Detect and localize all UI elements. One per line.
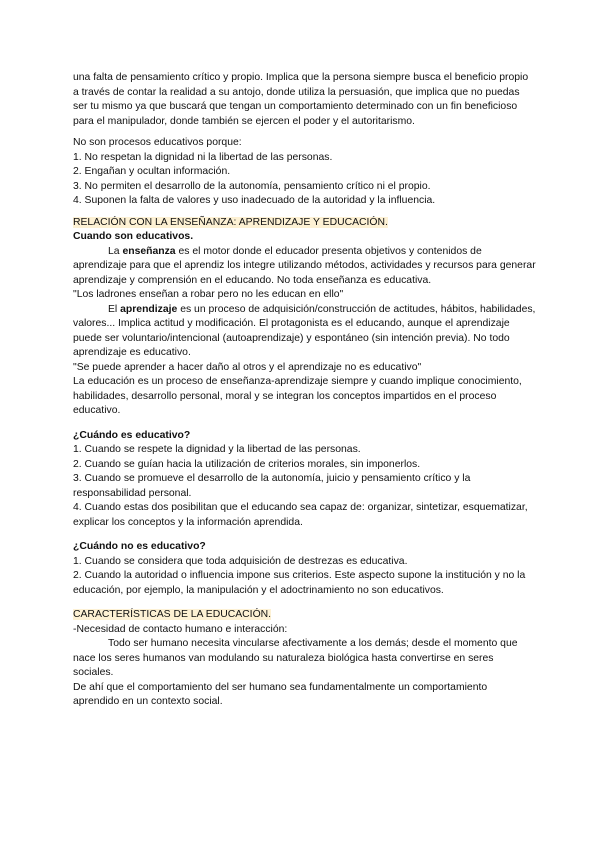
education-paragraph: La educación es un proceso de enseñanza-aprendizaje siempre y cuando implique conocimiento, habilidades, desarrollo personal, moral y se integran los conceptos impartidos en el proceso educativo.: [73, 376, 522, 416]
list-item: 3. No permiten el desarrollo de la autonomía, pensamiento crítico ni el propio.: [73, 180, 431, 192]
quote-aprender-dano: "Se puede aprender a hacer daño al otros y el aprendizaje no es educativo": [73, 361, 422, 373]
aprendizaje-term: aprendizaje: [120, 303, 178, 315]
characteristics-heading: CARACTERÍSTICAS DE LA EDUCACIÓN.: [73, 609, 272, 620]
characteristics-point: -Necesidad de contacto humano e interacción:: [73, 623, 288, 635]
characteristics-section: [73, 608, 536, 710]
relation-subheading: Cuando son educativos.: [73, 231, 194, 242]
list-item: 2. Cuando la autoridad o influencia impone sus criterios. Este aspecto supone la institución y no la educación, por ejemplo, la manipulación y el adoctrinamiento no son educativos.: [73, 570, 526, 596]
ensenanza-term: enseñanza: [122, 245, 176, 257]
aprendizaje-paragraph: El aprendizaje es un proceso de adquisición/construcción de actitudes, hábitos, habilidades, valores... Implica actitud y modificación. El protagonista es el educando, aunque el aprendizaje puede ser voluntario/intencional (autoaprendizaje) y espontáneo (sin intención previa). No todo aprendizaje es educativo.: [73, 303, 536, 358]
not-educational-lead: No son procesos educativos porque:: [73, 137, 242, 148]
relation-heading: RELACIÓN CON LA ENSEÑANZA: APRENDIZAJE Y EDUCACIÓN.: [73, 216, 388, 228]
list-item: 4. Suponen la falta de valores y uso inadecuado de la autoridad y la influencia.: [73, 195, 436, 206]
when-not-educational-heading: ¿Cuándo no es educativo?: [73, 541, 206, 552]
characteristics-paragraph-2: De ahí que el comportamiento del ser humano sea fundamentalmente un comportamiento aprendido en un contexto social.: [73, 681, 488, 707]
ensenanza-paragraph: La enseñanza es el motor donde el educador presenta objetivos y contenidos de aprendizaje para que el aprendiz los integre utilizando métodos, actividades y recursos para generar aprendizaje y comprensión en el educando. No toda enseñanza es educativa.: [73, 245, 536, 286]
list-item: 1. Cuando se considera que toda adquisición de destrezas es educativa.: [73, 555, 408, 567]
list-item: 3. Cuando se promueve el desarrollo de la autonomía, juicio y pensamiento crítico y la responsabilidad personal.: [73, 473, 471, 499]
when-educational-section: [73, 429, 536, 531]
list-item: 2. Engañan y ocultan información.: [73, 166, 231, 177]
characteristics-paragraph-1: Todo ser humano necesita vincularse afectivamente a los demás; desde el momento que nace los seres humanos van modulando su naturaleza biológica hasta convertirse en seres sociales.: [73, 638, 518, 678]
list-item: 1. Cuando se respete la dignidad y la libertad de las personas.: [73, 444, 361, 455]
not-educational-section: [73, 136, 536, 209]
when-educational-heading: ¿Cuándo es educativo?: [73, 429, 191, 441]
list-item: 1. No respetan la dignidad ni la libertad de las personas.: [73, 151, 333, 163]
intro-paragraph: una falta de pensamiento crítico y propio. Implica que la persona siempre busca el beneficio propio a través de contar la realidad a su antojo, donde utiliza la persuasión, que implica que no puedas ser tu mismo ya que buscará que tengan un comportamiento determinado con un fin beneficioso para el manipulador, donde también se ejercen el poder y el autoritarismo.: [73, 72, 529, 127]
quote-ladrones: "Los ladrones enseñan a robar pero no les educan en ello": [73, 289, 344, 300]
relation-section: [73, 216, 536, 419]
list-item: 4. Cuando estas dos posibilitan que el educando sea capaz de: organizar, sintetizar, esquematizar, explicar los conceptos y la información aprendida.: [73, 502, 528, 528]
list-item: 2. Cuando se guían hacia la utilización de criterios morales, sin imponerlos.: [73, 458, 421, 470]
when-not-educational-section: [73, 540, 536, 598]
